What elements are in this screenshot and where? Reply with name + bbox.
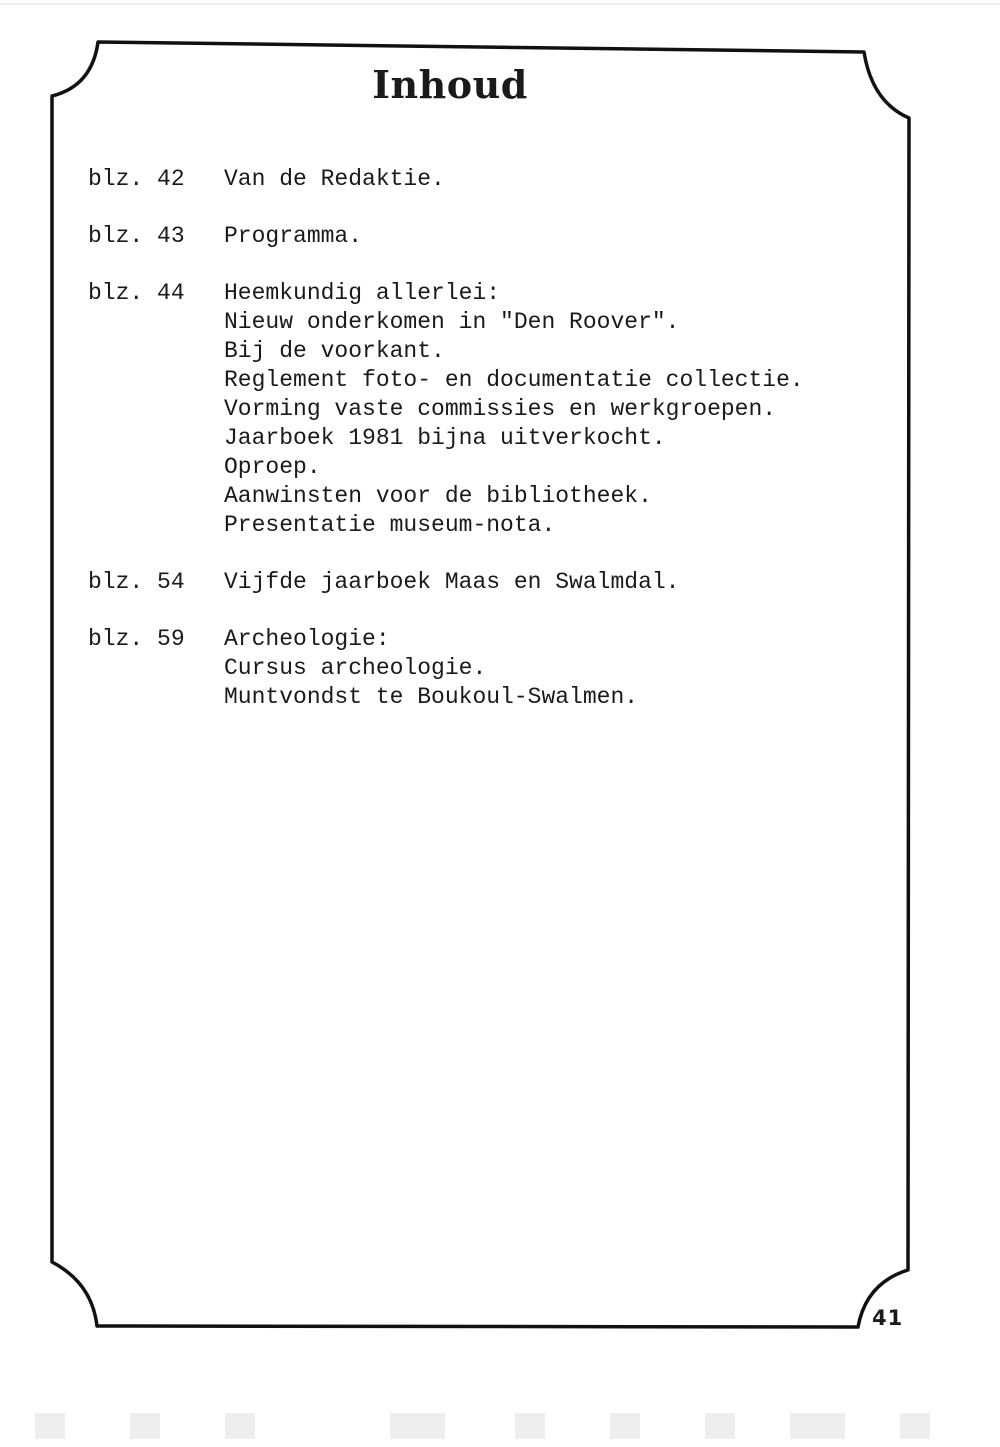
toc-entry-lines <box>224 165 445 194</box>
toc-entry-title: Van de Redaktie. <box>224 166 445 192</box>
toc-entry-title: Vijfde jaarboek Maas en Swalmdal. <box>224 569 680 595</box>
toc-subentry: Reglement foto- en documentatie collectie. <box>224 367 804 393</box>
toc-subentry: Vorming vaste commissies en werkgroepen. <box>224 396 777 422</box>
toc-subentry: Aanwinsten voor de bibliotheek. <box>224 483 652 509</box>
toc-entry-lines <box>224 568 679 597</box>
toc-page-ref: blz. 43 <box>88 223 185 249</box>
table-of-contents <box>88 165 908 740</box>
toc-subentry: Presentatie museum-nota. <box>224 512 556 538</box>
toc-entry <box>88 279 908 540</box>
page-number: 41 <box>872 1306 904 1330</box>
toc-entry-title: Programma. <box>224 223 363 249</box>
toc-page-ref: blz. 42 <box>88 166 185 192</box>
toc-entry-lines <box>224 279 804 540</box>
toc-page-ref: blz. 59 <box>88 626 185 652</box>
page-title: Inhoud <box>372 62 528 107</box>
toc-entry <box>88 568 908 597</box>
toc-subentry: Cursus archeologie. <box>224 655 487 681</box>
toc-entry-title: Heemkundig allerlei: <box>224 280 501 306</box>
toc-subentry: Nieuw onderkomen in "Den Roover". <box>224 309 680 335</box>
toc-entry <box>88 222 908 251</box>
toc-page-ref: blz. 44 <box>88 280 185 306</box>
footer-scan-marks <box>0 1405 1000 1447</box>
toc-entry <box>88 625 908 712</box>
toc-subentry: Jaarboek 1981 bijna uitverkocht. <box>224 425 666 451</box>
toc-subentry: Bij de voorkant. <box>224 338 445 364</box>
toc-entry-lines <box>224 625 638 712</box>
toc-entry-title: Archeologie: <box>224 626 390 652</box>
toc-entry-lines <box>224 222 362 251</box>
toc-entry <box>88 165 908 194</box>
toc-subentry: Muntvondst te Boukoul-Swalmen. <box>224 684 639 710</box>
toc-subentry: Oproep. <box>224 454 321 480</box>
toc-page-ref: blz. 54 <box>88 569 185 595</box>
